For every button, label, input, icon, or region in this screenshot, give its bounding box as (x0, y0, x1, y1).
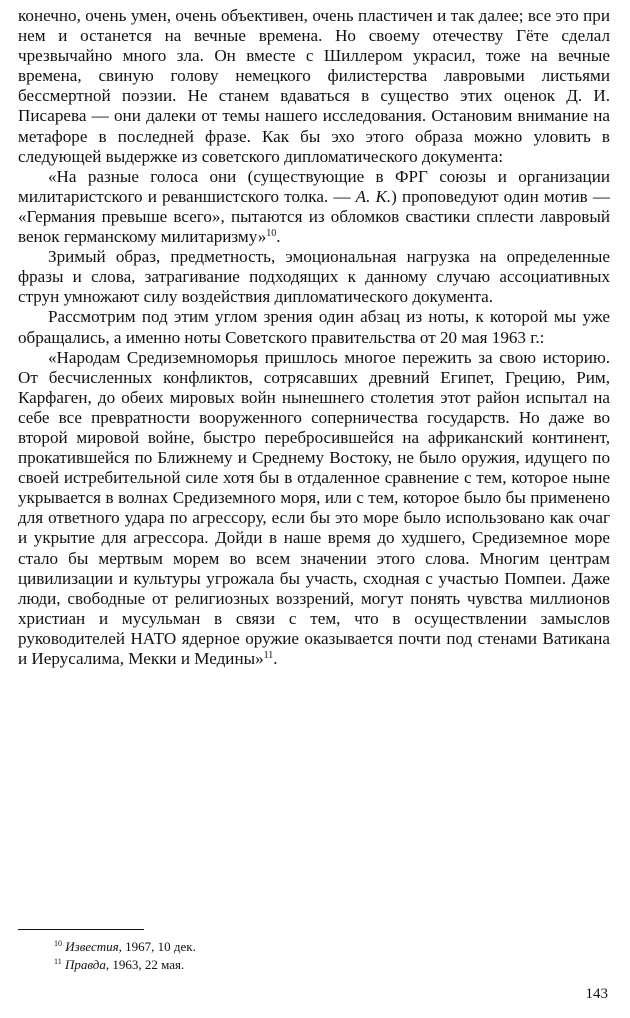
body-text (18, 6, 610, 669)
footnotes (54, 938, 454, 974)
footnote-details: , 1963, 22 мая. (105, 957, 185, 972)
quote-text-cont: ) проповедуют один мотив — «Германия превыше всего», пытаются из обломков свастики сплести лавровый венок германскому милитаризму» (18, 186, 610, 247)
footnote-ref-11[interactable]: 11 (263, 650, 274, 661)
footnote-divider (18, 929, 144, 930)
page-number: 143 (585, 986, 608, 1002)
footnote-11 (54, 956, 454, 974)
author-initials: А. К. (355, 186, 392, 206)
quote-text: «На разные голоса они (существующие в ФРГ союзы и организации милитаристского и реваншистского толка. — (18, 166, 610, 206)
footnote-number: 11 (54, 957, 62, 966)
paragraph-4: Рассмотрим под этим углом зрения один абзац из ноты, к которой мы уже обращались, а именно ноты Советского правительства от 20 мая 1963 г.: (18, 307, 610, 347)
paragraph-1: конечно, очень умен, очень объективен, очень пластичен и так далее; все это при нем и останется на вечные времена. Но своему отечеству Гёте сделал чрезвычайно много зла. Он вместе с Шиллером украсил, тоже на вечные времена, свиную голову немецкого филистерства лавровыми листьями бессмертной поэзии. Не станем вдаваться в существо этих оценок Д. И. Писарева — они далеки от темы нашего исследования. Остановим внимание на метафоре в последней фразе. Как бы эхо этого образа можно уловить в следующей выдержке из советского дипломатического документа: (18, 6, 610, 166)
footnote-10 (54, 938, 454, 956)
quote-end: . (276, 227, 281, 247)
quote-paragraph-1 (18, 167, 610, 247)
footnote-source: Правда (64, 957, 106, 972)
quote-end: . (273, 649, 278, 668)
footnote-ref-10[interactable]: 10 (266, 228, 277, 240)
footnote-details: , 1967, 10 дек. (118, 939, 196, 954)
quote-text: «Народам Средиземноморья пришлось многое пережить за свою историю. От бесчисленных конфликтов, сотрясавших древний Египет, Грецию, Рим, Карфаген, до обеих мировых войн нынешнего столетия этот район испытал на себе все превратности вооруженного соперничества государств. Но даже во второй мировой войне, быстро перебросившейся на африканский континент, прокатившейся по Ближнему и Среднему Востоку, не было оружия, идущего по своей истребительной силе хотя бы в отдаленное сравнение с тем, которое ныне укрывается в волнах Средиземного моря, или с тем, которое было бы применено для ответного удара по агрессору, если бы это море было использовано как очаг и укрытие для агрессора. Дойди в наше время до худшего, Средиземное море стало бы мертвым морем во всем значении этого слова. Многим центрам цивилизации и культуры угрожала бы участь, сходная с участью Помпеи. Даже люди, свободные от религиозных воззрений, могут понять чувства миллионов христиан и мусульман в связи с тем, что в осуществлении замыслов руководителей НАТО ядерное оружие оказывается почти под стенами Ватикана и Иерусалима, Мекки и Медины» (18, 347, 610, 668)
footnote-number: 10 (54, 939, 62, 948)
footnote-source: Известия (65, 939, 119, 954)
quote-paragraph-2 (18, 348, 610, 670)
paragraph-3: Зримый образ, предметность, эмоциональная нагрузка на определенные фразы и слова, затрагивание подходящих к данному случаю ассоциативных струн умножают силу воздействия дипломатического документа. (18, 247, 610, 307)
